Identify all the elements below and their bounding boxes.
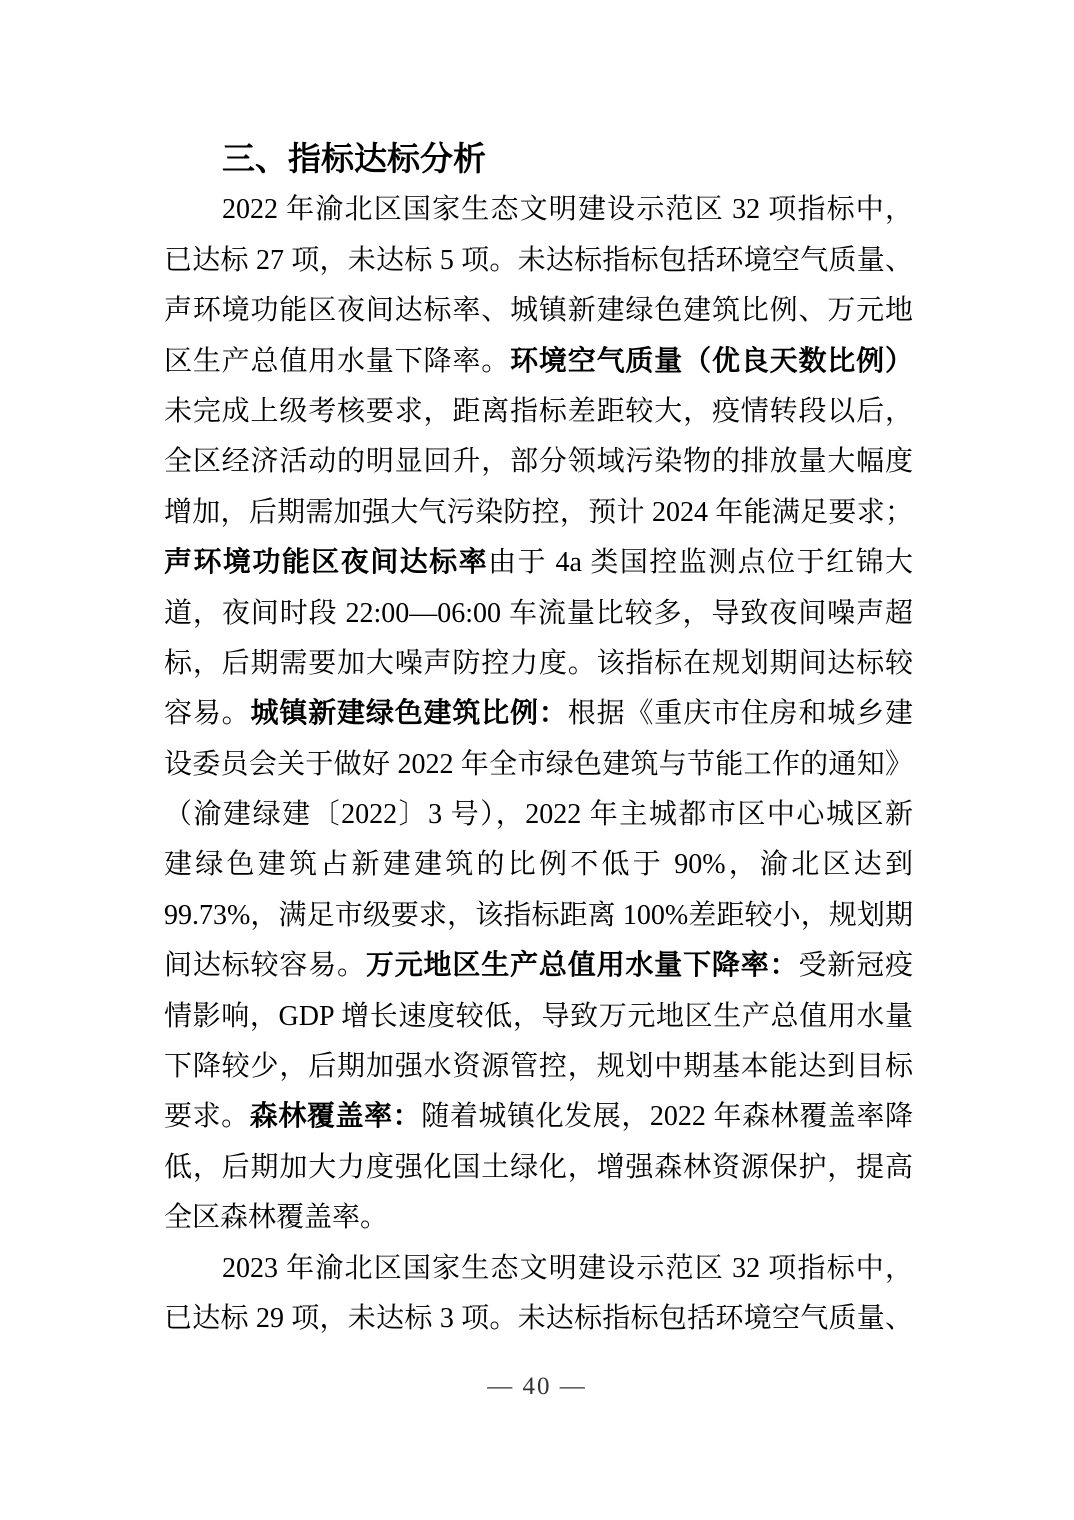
text-run: 随着城镇化发展，2022 年森林覆盖率降: [421, 1101, 913, 1133]
text-run: 未完成上级考核要求，距离指标差距较大，疫情转段以后，: [164, 395, 913, 427]
bold-text-run: 声环境功能区夜间达标率: [164, 547, 489, 579]
text-run: 全区森林覆盖率。: [164, 1202, 389, 1234]
text-run: 情影响，GDP 增长速度较低，导致万元地区生产总值用水量: [164, 1000, 913, 1032]
text-line: [164, 236, 913, 286]
text-run: 已达标 27 项，未达标 5 项。未达标指标包括环境空气质量、: [164, 244, 913, 276]
text-run: 道，夜间时段 22:00—06:00 车流量比较多，导致夜间噪声超: [164, 597, 913, 629]
text-line: [164, 1092, 913, 1142]
text-line: [164, 1143, 913, 1193]
text-line: [164, 840, 913, 890]
bold-text-run: 森林覆盖率：: [249, 1101, 422, 1133]
text-line: [164, 1244, 913, 1294]
text-run: 标，后期需要加大噪声防控力度。该指标在规划期间达标较: [164, 647, 913, 679]
bold-text-run: 环境空气质量（优良天数比例）: [510, 345, 913, 377]
text-run: 已达标 29 项，未达标 3 项。未达标指标包括环境空气质量、: [164, 1302, 913, 1334]
paragraph-lines: [164, 185, 913, 1344]
text-run: 2023 年渝北区国家生态文明建设示范区 32 项指标中，: [222, 1252, 913, 1284]
text-run: 间达标较容易。: [164, 950, 366, 982]
section-heading: 三、指标达标分析: [222, 142, 486, 178]
text-run: 99.73%，满足市级要求，该指标距离 100%差距较小，规划期: [164, 899, 913, 931]
text-run: 低，后期加大力度强化国土绿化，增强森林资源保护，提高: [164, 1151, 913, 1183]
text-line: [164, 941, 913, 991]
text-line: [164, 790, 913, 840]
text-line: [164, 740, 913, 790]
text-line: [164, 337, 913, 387]
text-line: [164, 1042, 913, 1092]
text-run: （渝建绿建〔2022〕3 号），2022 年主城都市区中心城区新: [164, 799, 913, 831]
bold-text-run: 城镇新建绿色建筑比例：: [250, 698, 568, 730]
text-run: 建绿色建筑占新建建筑的比例不低于 90%，渝北区达到: [164, 849, 913, 881]
bold-text-run: 万元地区生产总值用水量下降率：: [365, 950, 799, 982]
text-run: 增加，后期需加强大气污染防控，预计 2024 年能满足要求；: [164, 496, 913, 528]
text-line: [164, 689, 913, 739]
text-line: [164, 538, 913, 588]
text-line: [164, 488, 913, 538]
text-line: [164, 992, 913, 1042]
text-line: [164, 1193, 913, 1243]
text-line: [164, 286, 913, 336]
text-line: [164, 387, 913, 437]
text-line: [164, 437, 913, 487]
text-run: 由于 4a 类国控监测点位于红锦大: [488, 547, 913, 579]
text-run: 受新冠疫: [798, 950, 913, 982]
text-line: [164, 891, 913, 941]
text-line: [164, 185, 913, 235]
text-line: [164, 589, 913, 639]
document-body: [164, 135, 913, 1344]
text-line: [164, 639, 913, 689]
text-run: 声环境功能区夜间达标率、城镇新建绿色建筑比例、万元地: [164, 295, 913, 327]
text-run: 根据《重庆市住房和城乡建: [567, 698, 913, 730]
text-run: 全区经济活动的明显回升，部分领域污染物的排放量大幅度: [164, 446, 913, 478]
text-run: 区生产总值用水量下降率。: [164, 345, 511, 377]
text-run: 要求。: [164, 1101, 250, 1133]
text-run: 容易。: [164, 698, 251, 730]
text-run: 设委员会关于做好 2022 年全市绿色建筑与节能工作的通知》: [164, 748, 913, 780]
text-run: 下降较少，后期加强水资源管控，规划中期基本能达到目标: [164, 1051, 913, 1083]
page-number: — 40 —: [487, 1373, 587, 1400]
text-line: [164, 1294, 913, 1344]
text-run: 2022 年渝北区国家生态文明建设示范区 32 项指标中，: [222, 194, 913, 226]
